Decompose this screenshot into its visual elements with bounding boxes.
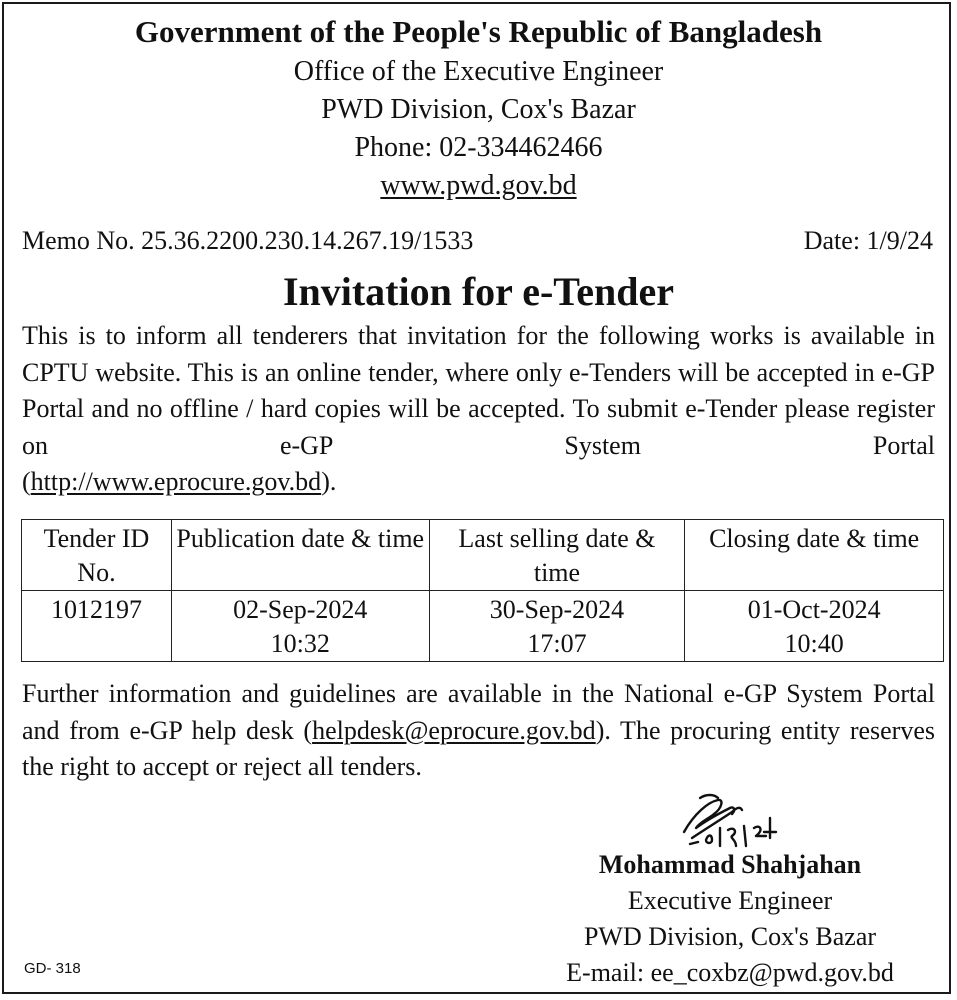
signatory-email: E-mail: ee_coxbz@pwd.gov.bd bbox=[566, 958, 894, 987]
memo-number: Memo No. 25.36.2200.230.14.267.19/1533 bbox=[22, 226, 474, 255]
intro-link-close: ). bbox=[321, 467, 337, 496]
header-tender-id: Tender ID No. bbox=[22, 520, 172, 591]
signatory-name: Mohammad Shahjahan bbox=[598, 850, 862, 879]
signatory-designation: Executive Engineer bbox=[627, 886, 833, 915]
eprocure-link[interactable]: http://www.eprocure.gov.bd bbox=[30, 467, 322, 496]
last-selling-date: 30-Sep-2024 bbox=[489, 595, 625, 624]
last-selling-time: 17:07 bbox=[527, 629, 587, 658]
closing-date: 01-Oct-2024 bbox=[747, 595, 881, 624]
header-publication: Publication date & time bbox=[171, 520, 429, 591]
publication-date: 02-Sep-2024 bbox=[233, 595, 368, 624]
further-info-paragraph bbox=[22, 676, 935, 786]
closing-time: 10:40 bbox=[784, 629, 844, 658]
tender-id-cell: 1012197 bbox=[22, 591, 172, 662]
intro-link-open: ( bbox=[22, 467, 31, 496]
intro-text: This is to inform all tenderers that invitation for the following works is available in CPTU website. This is an online tender, where only e-Tenders will be accepted in e-GP Portal and no offline / hard copies will be accepted. To submit e-Tender please register on e-GP System Portal bbox=[22, 321, 935, 460]
table-header-row bbox=[22, 520, 944, 591]
tender-table bbox=[21, 519, 944, 662]
office-name: Office of the Executive Engineer bbox=[293, 56, 664, 87]
closing-cell bbox=[685, 591, 944, 662]
last-selling-cell bbox=[429, 591, 685, 662]
intro-paragraph bbox=[22, 318, 935, 501]
header-last-selling: Last selling date & time bbox=[429, 520, 685, 591]
header-closing: Closing date & time bbox=[685, 520, 944, 591]
handwritten-signature bbox=[670, 788, 790, 854]
government-heading: Government of the People's Republic of Bangladesh bbox=[134, 14, 823, 49]
table-row bbox=[22, 591, 944, 662]
phone-number: Phone: 02-334462466 bbox=[354, 132, 603, 163]
publication-time: 10:32 bbox=[270, 629, 330, 658]
memo-date: Date: 1/9/24 bbox=[803, 226, 933, 255]
notice-title: Invitation for e-Tender bbox=[282, 269, 675, 314]
signature-scribble bbox=[670, 788, 790, 854]
further-text-before: Further information and guidelines are available in the National e-GP System Portal and from e-GP help desk ( bbox=[22, 679, 935, 745]
helpdesk-email-link[interactable]: helpdesk@eprocure.gov.bd bbox=[312, 715, 596, 745]
website-link[interactable]: www.pwd.gov.bd bbox=[380, 170, 577, 201]
signatory-division: PWD Division, Cox's Bazar bbox=[583, 922, 877, 951]
further-text-after: ). The procuring entity reserves the right to accept or reject all tenders. bbox=[22, 715, 935, 781]
footer-code: GD- 318 bbox=[24, 960, 81, 977]
publication-cell bbox=[171, 591, 429, 662]
division-name: PWD Division, Cox's Bazar bbox=[321, 94, 636, 125]
